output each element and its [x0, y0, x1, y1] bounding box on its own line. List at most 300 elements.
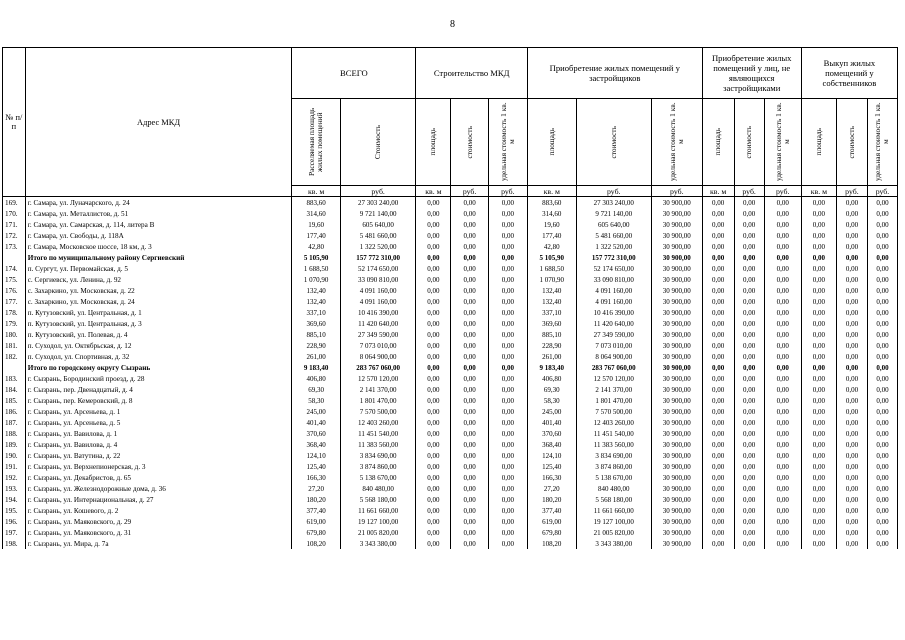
value-cell: 30 900,00 [651, 406, 702, 417]
unit-cell: руб. [734, 186, 764, 197]
value-cell: 0,00 [801, 296, 836, 307]
value-cell: 0,00 [488, 340, 527, 351]
value-cell: 0,00 [702, 505, 734, 516]
value-cell: 30 900,00 [651, 516, 702, 527]
value-cell: 0,00 [836, 538, 867, 549]
value-cell: 30 900,00 [651, 296, 702, 307]
value-cell: 4 091 160,00 [576, 285, 651, 296]
value-cell: 132,40 [292, 285, 341, 296]
value-cell: 0,00 [451, 318, 488, 329]
table-row [3, 351, 898, 362]
value-cell: 0,00 [801, 461, 836, 472]
address-cell: г. Сызрань, ул. Кошевого, д. 2 [25, 505, 292, 516]
value-cell: 69,30 [292, 384, 341, 395]
value-cell: 0,00 [416, 197, 451, 209]
value-cell: 0,00 [702, 406, 734, 417]
value-cell: 0,00 [416, 340, 451, 351]
value-cell: 1 070,90 [527, 274, 576, 285]
value-cell: 7 073 010,00 [340, 340, 415, 351]
value-cell: 0,00 [734, 307, 764, 318]
value-cell: 19,60 [292, 219, 341, 230]
row-number: 183. [3, 373, 26, 384]
value-cell: 0,00 [416, 274, 451, 285]
value-cell: 0,00 [764, 340, 801, 351]
value-cell: 3 343 380,00 [340, 538, 415, 549]
value-cell: 0,00 [734, 417, 764, 428]
value-cell: 30 900,00 [651, 318, 702, 329]
value-cell: 369,60 [292, 318, 341, 329]
value-cell: 0,00 [867, 505, 897, 516]
value-cell: 180,20 [527, 494, 576, 505]
value-cell: 125,40 [527, 461, 576, 472]
value-cell: 0,00 [734, 285, 764, 296]
col-header: стоимость [734, 99, 764, 186]
value-cell: 0,00 [488, 351, 527, 362]
value-cell: 0,00 [702, 527, 734, 538]
table-row [3, 307, 898, 318]
value-cell: 27 349 590,00 [340, 329, 415, 340]
value-cell: 0,00 [836, 362, 867, 373]
value-cell: 0,00 [416, 472, 451, 483]
value-cell: 69,30 [527, 384, 576, 395]
value-cell: 0,00 [764, 208, 801, 219]
value-cell: 0,00 [764, 384, 801, 395]
value-cell: 0,00 [836, 417, 867, 428]
value-cell: 27 303 240,00 [340, 197, 415, 209]
value-cell: 0,00 [867, 285, 897, 296]
value-cell: 0,00 [867, 274, 897, 285]
value-cell: 0,00 [836, 285, 867, 296]
value-cell: 0,00 [416, 538, 451, 549]
value-cell: 0,00 [702, 384, 734, 395]
value-cell: 11 451 540,00 [340, 428, 415, 439]
value-cell: 0,00 [836, 252, 867, 263]
value-cell: 314,60 [292, 208, 341, 219]
value-cell: 0,00 [836, 197, 867, 209]
value-cell: 0,00 [488, 395, 527, 406]
address-cell: г. Сызрань, ул. Маяковского, д. 29 [25, 516, 292, 527]
value-cell: 0,00 [416, 527, 451, 538]
table-row [3, 450, 898, 461]
value-cell: 261,00 [292, 351, 341, 362]
col-header: площадь [416, 99, 451, 186]
value-cell: 0,00 [801, 307, 836, 318]
value-cell: 0,00 [801, 428, 836, 439]
address-cell: п. Сургут, ул. Первомайская, д. 5 [25, 263, 292, 274]
row-number: 192. [3, 472, 26, 483]
value-cell: 0,00 [488, 252, 527, 263]
value-cell: 0,00 [764, 197, 801, 209]
value-cell: 5 481 660,00 [576, 230, 651, 241]
value-cell: 0,00 [836, 450, 867, 461]
row-number: 197. [3, 527, 26, 538]
value-cell: 11 420 640,00 [576, 318, 651, 329]
value-cell: 12 403 260,00 [576, 417, 651, 428]
value-cell: 0,00 [734, 263, 764, 274]
value-cell: 619,00 [527, 516, 576, 527]
value-cell: 0,00 [702, 285, 734, 296]
value-cell: 0,00 [764, 263, 801, 274]
col-header: площадь [527, 99, 576, 186]
value-cell: 0,00 [416, 373, 451, 384]
value-cell: 0,00 [764, 285, 801, 296]
value-cell: 0,00 [734, 340, 764, 351]
value-cell: 0,00 [451, 417, 488, 428]
value-cell: 1 801 470,00 [340, 395, 415, 406]
row-number: 198. [3, 538, 26, 549]
address-cell: г. Сызрань, пер. Кемеровский, д. 8 [25, 395, 292, 406]
value-cell: 157 772 310,00 [340, 252, 415, 263]
value-cell: 0,00 [488, 274, 527, 285]
row-number: 169. [3, 197, 26, 209]
value-cell: 605 640,00 [576, 219, 651, 230]
value-cell: 0,00 [801, 241, 836, 252]
value-cell: 0,00 [764, 527, 801, 538]
unit-cell: руб. [867, 186, 897, 197]
value-cell: 0,00 [451, 263, 488, 274]
value-cell: 0,00 [488, 208, 527, 219]
value-cell: 0,00 [451, 384, 488, 395]
value-cell: 30 900,00 [651, 263, 702, 274]
table-row [3, 318, 898, 329]
value-cell: 0,00 [488, 483, 527, 494]
value-cell: 605 640,00 [340, 219, 415, 230]
value-cell: 0,00 [836, 384, 867, 395]
value-cell: 0,00 [867, 494, 897, 505]
value-cell: 0,00 [836, 318, 867, 329]
value-cell: 406,80 [292, 373, 341, 384]
value-cell: 19,60 [527, 219, 576, 230]
value-cell: 401,40 [292, 417, 341, 428]
value-cell: 0,00 [867, 428, 897, 439]
value-cell: 261,00 [527, 351, 576, 362]
value-cell: 0,00 [734, 373, 764, 384]
value-cell: 0,00 [702, 494, 734, 505]
value-cell: 0,00 [867, 329, 897, 340]
address-cell: г. Сызрань, ул. Железнодорожные дома, д. 36 [25, 483, 292, 494]
value-cell: 30 900,00 [651, 494, 702, 505]
value-cell: 0,00 [764, 494, 801, 505]
value-cell: 0,00 [836, 307, 867, 318]
value-cell: 0,00 [801, 538, 836, 549]
value-cell: 0,00 [867, 538, 897, 549]
value-cell: 1 322 520,00 [340, 241, 415, 252]
value-cell: 4 091 160,00 [576, 296, 651, 307]
row-number: 170. [3, 208, 26, 219]
row-number: 176. [3, 285, 26, 296]
value-cell: 0,00 [451, 373, 488, 384]
value-cell: 0,00 [734, 274, 764, 285]
value-cell: 10 416 390,00 [576, 307, 651, 318]
value-cell: 5 138 670,00 [340, 472, 415, 483]
value-cell: 0,00 [702, 428, 734, 439]
value-cell: 0,00 [702, 230, 734, 241]
value-cell: 1 322 520,00 [576, 241, 651, 252]
value-cell: 27,20 [527, 483, 576, 494]
value-cell: 30 900,00 [651, 505, 702, 516]
value-cell: 0,00 [451, 296, 488, 307]
value-cell: 0,00 [451, 483, 488, 494]
address-cell: с. Захаркино, ул. Московская, д. 22 [25, 285, 292, 296]
unit-cell: руб. [651, 186, 702, 197]
row-number: 175. [3, 274, 26, 285]
value-cell: 0,00 [451, 329, 488, 340]
value-cell: 12 403 260,00 [340, 417, 415, 428]
row-number: 186. [3, 406, 26, 417]
value-cell: 0,00 [451, 285, 488, 296]
value-cell: 0,00 [702, 274, 734, 285]
col-header: стоимость [451, 99, 488, 186]
value-cell: 337,10 [292, 307, 341, 318]
value-cell: 30 900,00 [651, 285, 702, 296]
value-cell: 0,00 [836, 406, 867, 417]
value-cell: 132,40 [292, 296, 341, 307]
value-cell: 370,60 [527, 428, 576, 439]
value-cell: 245,00 [292, 406, 341, 417]
value-cell: 0,00 [488, 384, 527, 395]
value-cell: 0,00 [764, 538, 801, 549]
value-cell: 0,00 [488, 219, 527, 230]
value-cell: 0,00 [702, 219, 734, 230]
value-cell: 0,00 [416, 230, 451, 241]
address-cell: г. Сызрань, пер. Двенадцатый, д. 4 [25, 384, 292, 395]
value-cell: 0,00 [764, 307, 801, 318]
value-cell: 0,00 [836, 263, 867, 274]
row-number: 181. [3, 340, 26, 351]
value-cell: 0,00 [416, 351, 451, 362]
value-cell: 0,00 [801, 329, 836, 340]
group-header-non-developers: Приобретение жилых помещений у лиц, не являющихся застройщиками [702, 48, 801, 99]
value-cell: 3 834 690,00 [576, 450, 651, 461]
value-cell: 0,00 [734, 362, 764, 373]
row-number: 189. [3, 439, 26, 450]
value-cell: 0,00 [867, 263, 897, 274]
value-cell: 0,00 [416, 285, 451, 296]
value-cell: 9 721 140,00 [340, 208, 415, 219]
table-row [3, 538, 898, 549]
value-cell: 0,00 [702, 373, 734, 384]
value-cell: 0,00 [416, 483, 451, 494]
value-cell: 0,00 [702, 197, 734, 209]
value-cell: 0,00 [867, 307, 897, 318]
value-cell: 840 480,00 [340, 483, 415, 494]
unit-cell: руб. [340, 186, 415, 197]
value-cell: 30 900,00 [651, 197, 702, 209]
value-cell: 0,00 [702, 307, 734, 318]
value-cell: 0,00 [801, 318, 836, 329]
value-cell: 0,00 [702, 208, 734, 219]
address-cell: г. Сызрань, ул. Арсеньева, д. 5 [25, 417, 292, 428]
value-cell: 0,00 [488, 472, 527, 483]
address-cell: г. Сызрань, ул. Верхнепионерская, д. 3 [25, 461, 292, 472]
value-cell: 0,00 [416, 208, 451, 219]
value-cell: 0,00 [451, 516, 488, 527]
value-cell: 0,00 [867, 395, 897, 406]
value-cell: 0,00 [764, 516, 801, 527]
table-row [3, 208, 898, 219]
table-row [3, 296, 898, 307]
col-header: удельная стоимость 1 кв. м [651, 99, 702, 186]
value-cell: 30 900,00 [651, 351, 702, 362]
value-cell: 0,00 [764, 241, 801, 252]
value-cell: 0,00 [836, 461, 867, 472]
row-number: 191. [3, 461, 26, 472]
table-row [3, 439, 898, 450]
row-number: 196. [3, 516, 26, 527]
value-cell: 0,00 [416, 384, 451, 395]
value-cell: 368,40 [292, 439, 341, 450]
value-cell: 21 005 820,00 [576, 527, 651, 538]
value-cell: 0,00 [416, 494, 451, 505]
value-cell: 0,00 [801, 274, 836, 285]
value-cell: 0,00 [488, 241, 527, 252]
value-cell: 0,00 [451, 439, 488, 450]
value-cell: 0,00 [801, 351, 836, 362]
value-cell: 0,00 [416, 406, 451, 417]
value-cell: 180,20 [292, 494, 341, 505]
value-cell: 0,00 [867, 527, 897, 538]
value-cell: 0,00 [734, 318, 764, 329]
value-cell: 0,00 [416, 395, 451, 406]
value-cell: 370,60 [292, 428, 341, 439]
value-cell: 0,00 [488, 428, 527, 439]
value-cell: 30 900,00 [651, 439, 702, 450]
table-row [3, 230, 898, 241]
table-row [3, 406, 898, 417]
value-cell: 30 900,00 [651, 527, 702, 538]
value-cell: 0,00 [702, 439, 734, 450]
value-cell: 0,00 [451, 461, 488, 472]
value-cell: 0,00 [867, 483, 897, 494]
address-cell: п. Кутузовский, ул. Центральная, д. 3 [25, 318, 292, 329]
value-cell: 0,00 [764, 417, 801, 428]
value-cell: 314,60 [527, 208, 576, 219]
value-cell: 5 105,90 [292, 252, 341, 263]
value-cell: 9 183,40 [527, 362, 576, 373]
col-header: удельная стоимость 1 кв. м [488, 99, 527, 186]
value-cell: 0,00 [488, 516, 527, 527]
value-cell: 0,00 [451, 208, 488, 219]
unit-cell: кв. м [801, 186, 836, 197]
value-cell: 0,00 [702, 263, 734, 274]
table-row [3, 527, 898, 538]
value-cell: 0,00 [416, 450, 451, 461]
unit-cell: кв. м [416, 186, 451, 197]
value-cell: 3 874 860,00 [576, 461, 651, 472]
value-cell: 1 070,90 [292, 274, 341, 285]
address-cell: с. Захаркино, ул. Московская, д. 24 [25, 296, 292, 307]
value-cell: 0,00 [734, 516, 764, 527]
value-cell: 0,00 [764, 296, 801, 307]
value-cell: 0,00 [416, 329, 451, 340]
value-cell: 11 661 660,00 [340, 505, 415, 516]
value-cell: 27 349 590,00 [576, 329, 651, 340]
row-number: 174. [3, 263, 26, 274]
value-cell: 0,00 [734, 351, 764, 362]
value-cell: 0,00 [764, 395, 801, 406]
value-cell: 883,60 [292, 197, 341, 209]
value-cell: 0,00 [836, 208, 867, 219]
unit-cell: руб. [764, 186, 801, 197]
row-number: 185. [3, 395, 26, 406]
col-header: Расселяемая площадь жилых помещений [292, 99, 341, 186]
table-row [3, 461, 898, 472]
address-cell: г. Сызрань, Бородинский проезд, д. 28 [25, 373, 292, 384]
value-cell: 0,00 [451, 527, 488, 538]
value-cell: 0,00 [488, 197, 527, 209]
value-cell: 5 138 670,00 [576, 472, 651, 483]
value-cell: 0,00 [488, 318, 527, 329]
value-cell: 0,00 [451, 307, 488, 318]
table-row [3, 285, 898, 296]
row-number: 179. [3, 318, 26, 329]
value-cell: 0,00 [836, 527, 867, 538]
unit-cell: кв. м [702, 186, 734, 197]
housing-table [2, 47, 898, 549]
value-cell: 401,40 [527, 417, 576, 428]
value-cell: 0,00 [801, 527, 836, 538]
value-cell: 0,00 [801, 362, 836, 373]
value-cell: 0,00 [451, 351, 488, 362]
value-cell: 0,00 [801, 516, 836, 527]
value-cell: 5 105,90 [527, 252, 576, 263]
value-cell: 0,00 [702, 296, 734, 307]
value-cell: 1 688,50 [527, 263, 576, 274]
row-number: 184. [3, 384, 26, 395]
value-cell: 52 174 650,00 [576, 263, 651, 274]
value-cell: 0,00 [734, 395, 764, 406]
value-cell: 0,00 [488, 494, 527, 505]
col-header: площадь [801, 99, 836, 186]
value-cell: 679,80 [292, 527, 341, 538]
value-cell: 0,00 [764, 505, 801, 516]
value-cell: 30 900,00 [651, 362, 702, 373]
unit-cell: кв. м [292, 186, 341, 197]
value-cell: 0,00 [416, 362, 451, 373]
value-cell: 30 900,00 [651, 340, 702, 351]
row-number: 177. [3, 296, 26, 307]
value-cell: 5 568 180,00 [340, 494, 415, 505]
value-cell: 10 416 390,00 [340, 307, 415, 318]
table-row [3, 340, 898, 351]
value-cell: 0,00 [867, 197, 897, 209]
value-cell: 0,00 [836, 230, 867, 241]
value-cell: 0,00 [836, 219, 867, 230]
value-cell: 0,00 [867, 351, 897, 362]
value-cell: 0,00 [801, 219, 836, 230]
value-cell: 0,00 [734, 296, 764, 307]
value-cell: 0,00 [451, 406, 488, 417]
value-cell: 7 073 010,00 [576, 340, 651, 351]
row-number [3, 362, 26, 373]
value-cell: 30 900,00 [651, 241, 702, 252]
value-cell: 0,00 [416, 461, 451, 472]
col-header: удельная стоимость 1 кв. м [764, 99, 801, 186]
value-cell: 0,00 [451, 472, 488, 483]
unit-cell: руб. [836, 186, 867, 197]
value-cell: 679,80 [527, 527, 576, 538]
address-cell: п. Суходол, ул. Октябрьская, д. 12 [25, 340, 292, 351]
value-cell: 0,00 [801, 252, 836, 263]
value-cell: 0,00 [451, 450, 488, 461]
value-cell: 368,40 [527, 439, 576, 450]
address-cell: г. Самара, Московское шоссе, 18 км, д. 3 [25, 241, 292, 252]
value-cell: 124,10 [292, 450, 341, 461]
value-cell: 30 900,00 [651, 274, 702, 285]
value-cell: 0,00 [734, 527, 764, 538]
value-cell: 166,30 [292, 472, 341, 483]
unit-cell: руб. [488, 186, 527, 197]
